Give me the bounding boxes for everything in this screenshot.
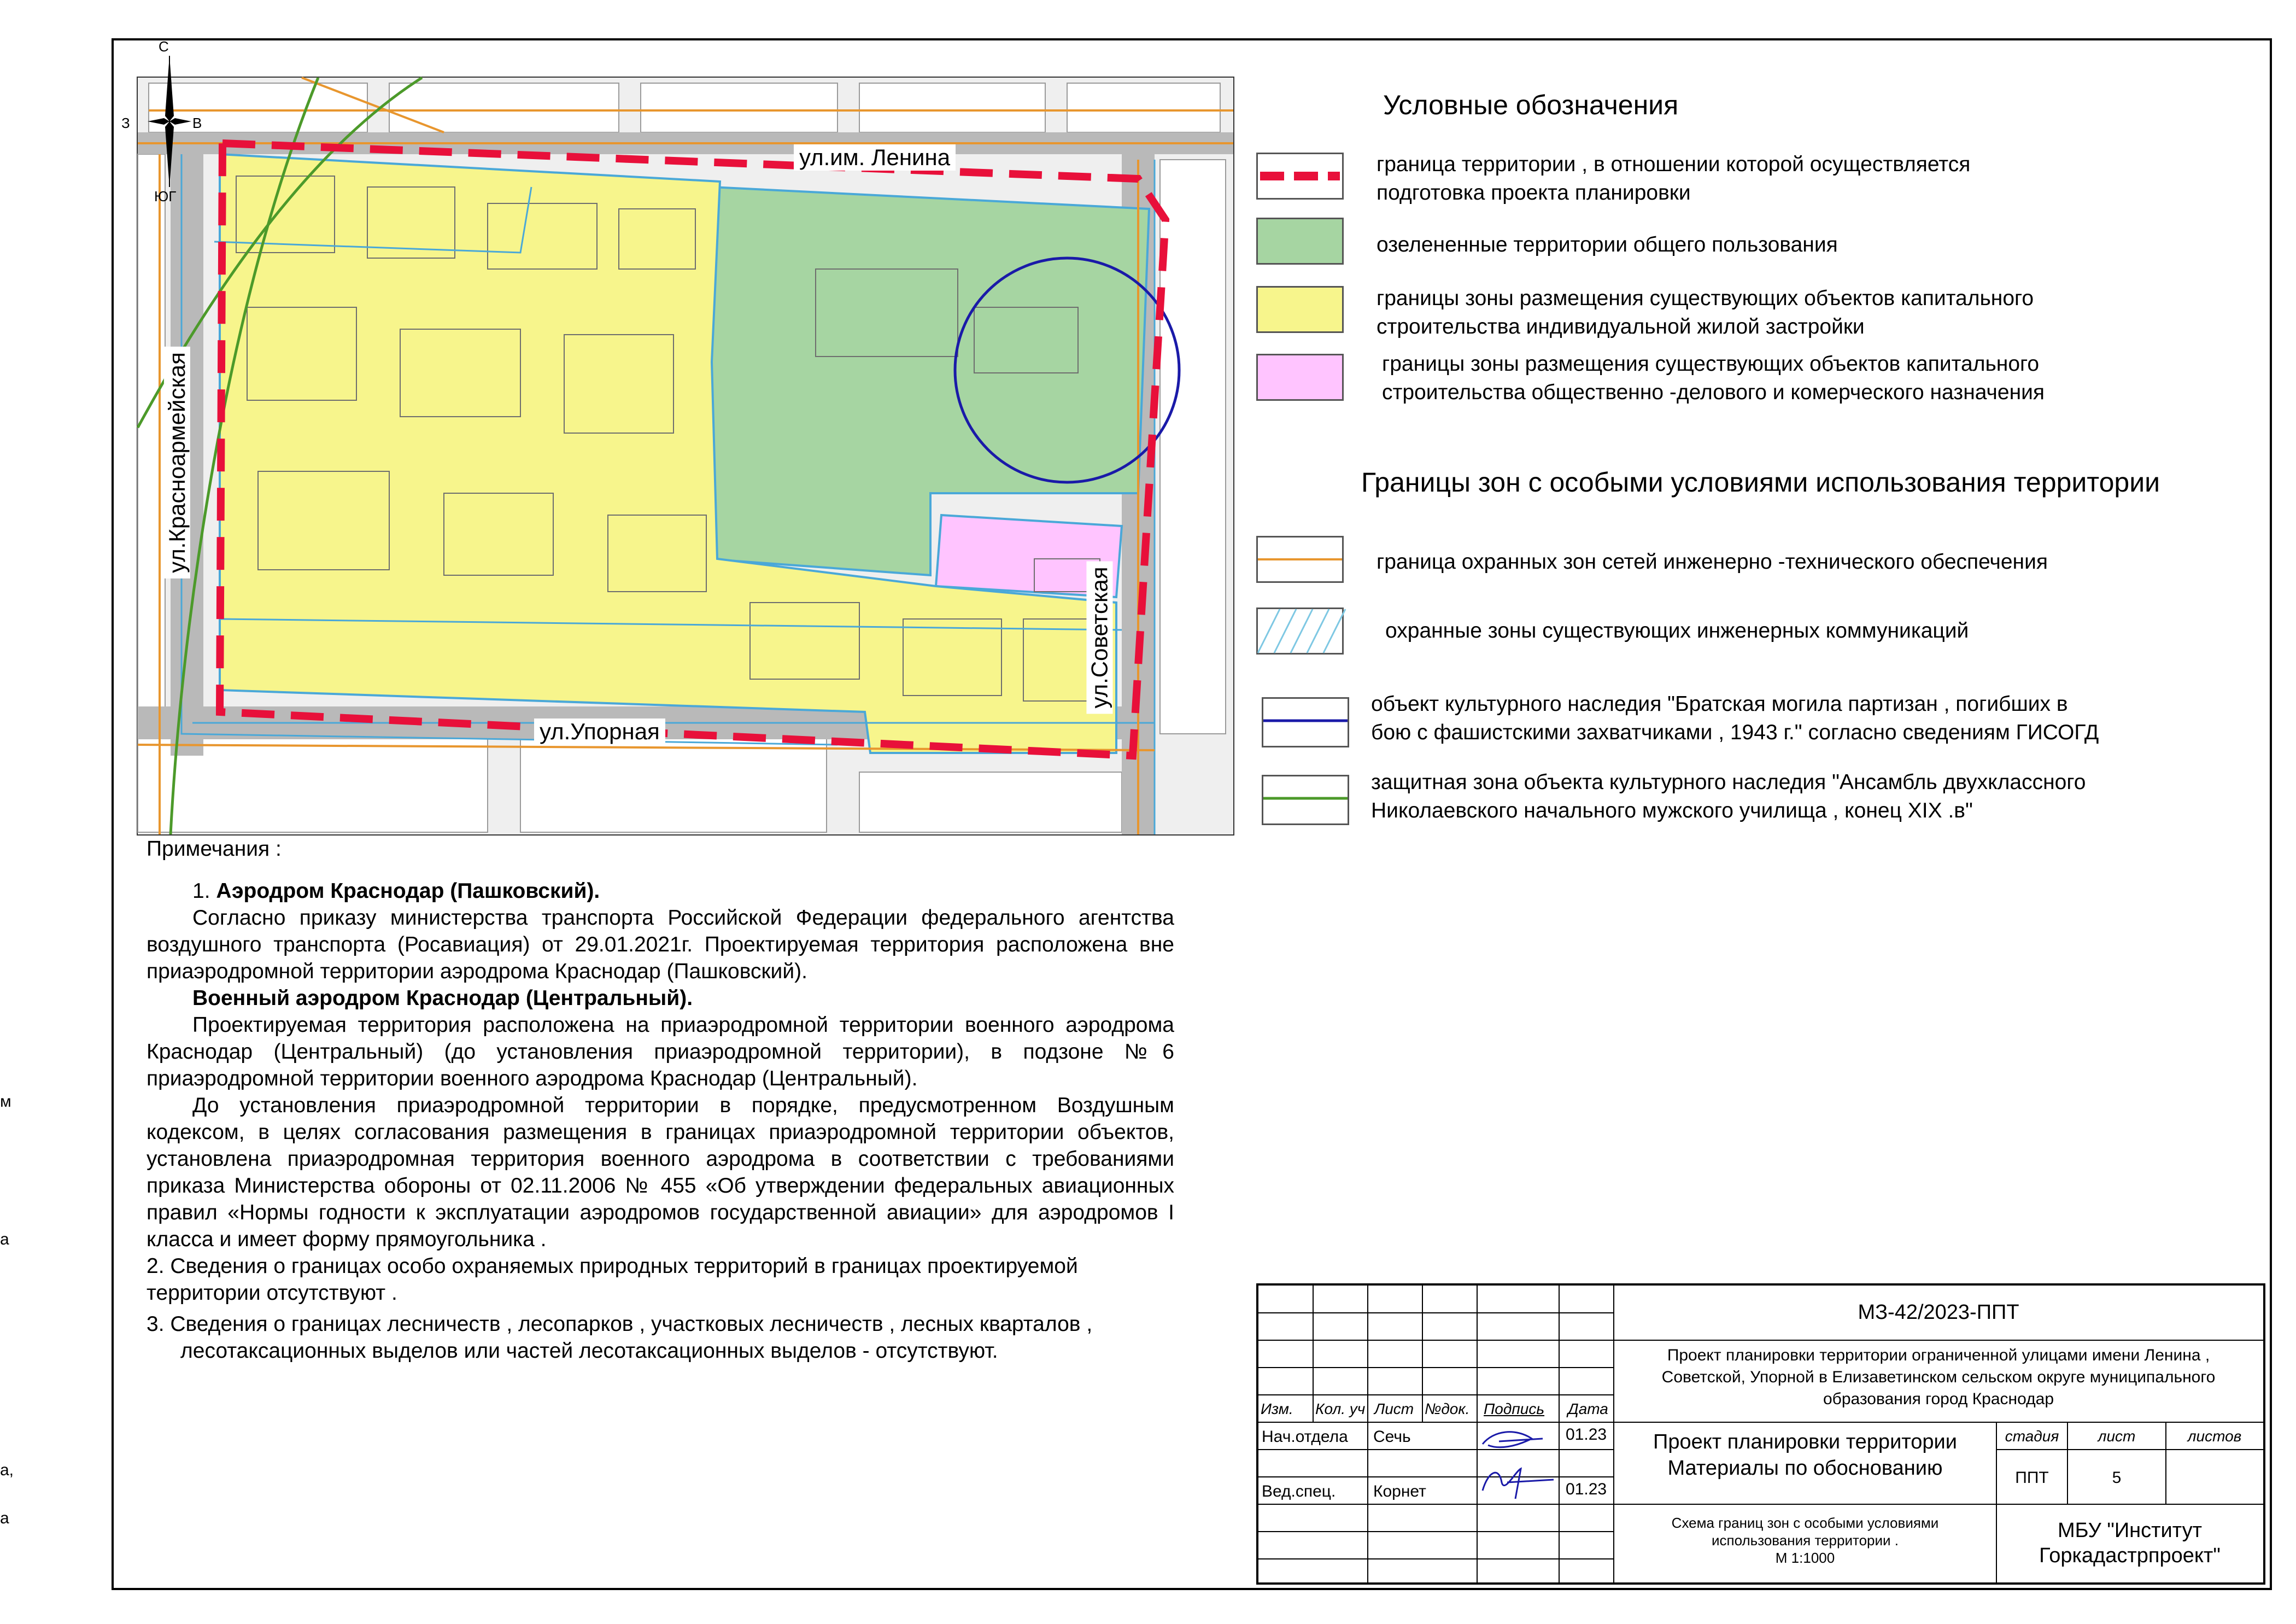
header-doc: №док.: [1425, 1400, 1470, 1417]
compass-north: С: [159, 38, 169, 55]
legend-swatch-utility-boundary: [1256, 536, 1344, 583]
compass-west: З: [121, 115, 130, 131]
legend-zone-protective: защитная зона объекта культурного наследия "Ансамбль двухклассного Николаевского начального мужского училища , конец XIX .в": [1371, 770, 2086, 822]
header-sheet: лист: [2098, 1428, 2136, 1445]
notes-section: [147, 836, 1174, 1364]
street-label-lenina: ул.им. Ленина: [794, 144, 956, 171]
name-spec: Корнет: [1373, 1482, 1426, 1500]
legend-item-boundary: граница территории , в отношении которой осуществляется подготовка проекта планировки: [1377, 153, 1971, 205]
note-military-heading: Военный аэродром Краснодар (Центральный).: [192, 986, 693, 1010]
left-stub-text: м: [0, 1093, 11, 1111]
left-stub-text: а,: [0, 1461, 14, 1479]
legend-title: Условные обозначения: [1383, 90, 1679, 120]
left-stub-text: а: [0, 1509, 9, 1527]
map-canvas: [138, 78, 1233, 834]
compass-rose-icon: [148, 56, 191, 187]
header-signature: Подпись: [1484, 1400, 1545, 1417]
compass-east: В: [192, 115, 202, 131]
date-head: 01.23: [1566, 1426, 1607, 1444]
legend-swatch-utility-zone: [1256, 607, 1344, 655]
street-label-krasnoarmeyskaya: ул.Красноармейская: [164, 347, 190, 579]
title-block: [1256, 1283, 2265, 1585]
scheme-title: Схема границ зон с особыми условиями использования территории . М 1:1000: [1671, 1515, 1939, 1566]
header-izm: Изм.: [1261, 1400, 1293, 1417]
note-3-line-1: 3. Сведения о границах лесничеств , лесопарков , участковых лесничеств , лесных кварталов ,: [147, 1312, 1093, 1336]
header-list: Лист: [1374, 1400, 1414, 1417]
legend-swatch-pink: [1256, 354, 1344, 401]
role-head: Нач.отдела: [1262, 1428, 1348, 1446]
planning-map: [121, 38, 1234, 836]
organization-name: МБУ "Институт Горкадастрпроект": [2039, 1519, 2221, 1567]
note-2: 2. Сведения о границах особо охраняемых природных территорий в границах проектируемой территории отсутствуют .: [147, 1254, 1078, 1305]
street-label-sovetskaya: ул.Советская: [1086, 562, 1112, 714]
header-kol: Кол. уч: [1315, 1400, 1366, 1417]
stage-value: ППТ: [2015, 1469, 2049, 1487]
legend-item-pink: границы зоны размещения существующих объектов капитального строительства общественно -делового и комерческого назначения: [1382, 352, 2045, 404]
date-spec: 01.23: [1566, 1480, 1607, 1498]
legend-zone-utility-boundary: граница охранных зон сетей инженерно -технического обеспечения: [1377, 550, 2048, 574]
sheet-value: 5: [2112, 1469, 2122, 1487]
compass-south: ЮГ: [154, 188, 177, 205]
note-1-heading: 1. Аэродром Краснодар (Пашковский).: [192, 879, 600, 903]
name-head: Сечь: [1373, 1428, 1411, 1446]
note-3-line-2: лесотаксационных выделов или частей лесотаксационных выделов - отсутствуют.: [180, 1339, 998, 1363]
role-spec: Вед.спец.: [1262, 1482, 1336, 1500]
legend-item-yellow: границы зоны размещения существующих объектов капитального строительства индивидуальной жилой застройки: [1377, 287, 2034, 338]
legend-zone-heritage: объект культурного наследия "Братская могила партизан , погибших в бою с фашистскими захватчиками , 1943 г." согласно сведениям ГИСОГД: [1371, 692, 2099, 744]
notes-heading: Примечания :: [147, 837, 282, 861]
note-military-text-2: До установления приаэродромной территории в порядке, предусмотренном Воздушным кодексом, в целях согласования размещения в границах приаэродромной территории объектов, установлена приаэродромная территория военного аэродрома в соответствии с требованиями приказа Министерства обороны от 02.11.2006 № 455 «Об утверждении федеральных авиационных правил «Нормы годности к эксплуатации аэродромов государственной авиации» для аэродромов I класса и имеет форму прямоугольника .: [147, 1094, 1174, 1251]
left-stub-text: а: [0, 1230, 9, 1248]
legend-zone-utility: охранные зоны существующих инженерных коммуникаций: [1385, 619, 1969, 642]
street-label-upornaya: ул.Упорная: [534, 718, 665, 745]
header-stage: стадия: [2005, 1428, 2059, 1445]
legend-item-green: озелененные территории общего пользования: [1377, 233, 1838, 256]
header-date: Дата: [1568, 1400, 1608, 1417]
zones-title: Границы зон с особыми условиями использования территории: [1361, 467, 2160, 498]
document-code: МЗ-42/2023-ППТ: [1858, 1301, 2019, 1324]
note-1-text: Согласно приказу министерства транспорта Российской Федерации федерального агентства воздушного транспорта (Росавиация) от 29.01.2021г. Проектируемая территория расположена вне приаэродромной территории аэродрома Краснодар (Пашковский).: [147, 906, 1174, 983]
document-title: Проект планировки территории Материалы по обоснованию: [1653, 1430, 1957, 1480]
legend-swatch-protective: [1262, 775, 1349, 825]
note-military-text: Проектируемая территория расположена на приаэродромной территории военного аэродрома Краснодар (Центральный) (до установления приаэродромной территории), в подзоне №6 приаэродромной территории военного аэродрома Краснодар (Центральный).: [147, 1013, 1174, 1090]
legend-swatch-yellow: [1256, 286, 1344, 333]
legend-swatch-boundary: [1256, 153, 1344, 200]
project-title: Проект планировки территории ограниченной улицами имени Ленина , Советской, Упорной в Елизаветинском сельском округе муниципального образования город Краснодар: [1661, 1346, 2216, 1408]
legend-swatch-green: [1256, 218, 1344, 265]
header-sheets: листов: [2187, 1428, 2242, 1445]
legend-swatch-heritage: [1262, 697, 1349, 747]
